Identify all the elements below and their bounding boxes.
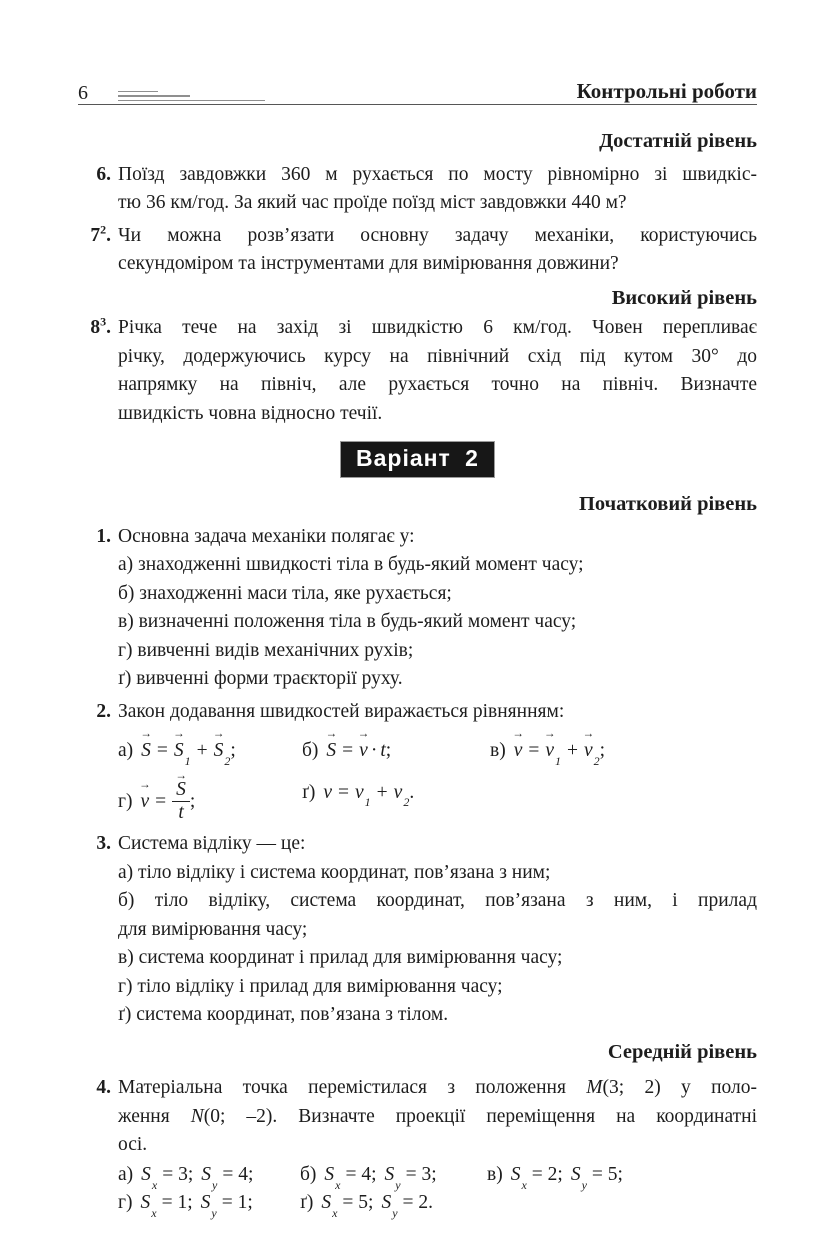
problem-1 xyxy=(78,523,757,694)
grid-spacer xyxy=(487,1189,757,1218)
subscript-x: x xyxy=(332,1206,338,1221)
statement-text: (3; 2) у поло- xyxy=(602,1077,757,1099)
page-header xyxy=(78,78,757,105)
problem-body xyxy=(118,161,757,218)
equals-sign: = xyxy=(342,740,354,761)
option-b xyxy=(300,1161,487,1190)
formula-b xyxy=(326,740,391,761)
projection-values xyxy=(141,1163,254,1192)
option-label: г) xyxy=(118,790,133,812)
subscript: 2 xyxy=(593,753,600,768)
problem-number xyxy=(78,698,118,827)
projection-values xyxy=(321,1192,434,1221)
problem-body xyxy=(118,523,757,694)
variable-S: S xyxy=(200,1192,211,1214)
number-text: 4. xyxy=(96,1077,111,1099)
fraction-numerator xyxy=(172,776,190,802)
variable-v2: v xyxy=(393,781,403,803)
number-text: 3. xyxy=(96,833,111,855)
problem-7 xyxy=(78,222,757,279)
semicolon: ; xyxy=(385,740,392,761)
option-ge: ґ) вивченні форми траєкторії руху. xyxy=(118,668,403,689)
number-text: 7 xyxy=(90,224,101,246)
subscript-x: x xyxy=(521,1177,527,1192)
equals-sign: = xyxy=(528,740,540,761)
problem-number xyxy=(78,161,118,218)
formula-v xyxy=(513,740,606,768)
formula-a xyxy=(141,740,236,768)
statement-text: (0; –2). Визначте проекції переміщення на координатні xyxy=(203,1105,757,1127)
option-ge xyxy=(300,1189,487,1221)
subscript-y: y xyxy=(211,1206,217,1221)
semicolon: ; xyxy=(189,790,196,812)
vector-S1: → S xyxy=(174,737,184,766)
value-y: = 2. xyxy=(402,1192,434,1214)
problem-body xyxy=(118,314,757,428)
value-x: = 1; xyxy=(161,1192,193,1214)
variable-t: t xyxy=(380,740,386,761)
semicolon: ; xyxy=(230,740,236,761)
grid-spacer xyxy=(490,770,757,827)
equals-sign: = xyxy=(338,781,349,803)
variable-S: S xyxy=(324,1163,335,1185)
page-number: 6 xyxy=(78,82,88,104)
projection-values xyxy=(140,1192,253,1221)
variable-S: S xyxy=(510,1163,521,1185)
fraction xyxy=(172,776,190,824)
problem-4 xyxy=(78,1074,757,1221)
variable-S: S xyxy=(321,1192,332,1214)
subscript: 2 xyxy=(403,795,410,810)
problem-number xyxy=(78,1074,118,1218)
plus-sign: + xyxy=(196,740,208,761)
subscript: 2 xyxy=(224,753,231,768)
problem-8 xyxy=(78,314,757,428)
vector-v2: → v xyxy=(584,737,593,766)
level-heading-middle: Середній рівень xyxy=(607,1040,757,1063)
vector-S: → S xyxy=(326,737,336,766)
text-line: Чи можна розв’язати основну задачу механіки, користуючись xyxy=(118,224,757,246)
vector-S: → S xyxy=(176,779,186,800)
option-g: г) вивченні видів механічних рухів; xyxy=(118,639,414,661)
text-line: Річка тече на захід зі швидкістю 6 км/год. Човен перепливає xyxy=(118,317,757,338)
variable-v: v xyxy=(323,781,332,803)
value-x: = 3; xyxy=(162,1163,194,1185)
problem-body xyxy=(118,222,757,279)
period: . xyxy=(409,781,415,803)
text-line: тю 36 км/год. За який час проїде поїзд міст завдовжки 440 м? xyxy=(118,192,627,213)
option-label: б) xyxy=(300,1163,317,1185)
projection-values xyxy=(324,1163,437,1192)
problem-body xyxy=(118,1074,757,1221)
option-a xyxy=(118,1161,300,1190)
text-line: напрямку на північ, але рухається точно на північ. Визначте xyxy=(118,374,757,395)
subscript-y: y xyxy=(395,1177,401,1192)
value-x: = 2; xyxy=(531,1163,563,1185)
level-heading-initial: Початковий рівень xyxy=(578,493,757,515)
subscript: 1 xyxy=(184,753,191,768)
value-x: = 5; xyxy=(342,1192,374,1214)
text-line: осі. xyxy=(118,1134,148,1156)
number-superscript: 2 xyxy=(100,222,107,236)
option-g xyxy=(118,770,302,827)
option-a xyxy=(118,728,302,766)
subscript: 1 xyxy=(555,753,562,768)
problem-number xyxy=(78,222,118,279)
option-v xyxy=(487,1161,757,1190)
option-g xyxy=(118,1189,300,1221)
option-b xyxy=(302,728,490,766)
option-a: а) знаходженні швидкості тіла в будь-який момент часу; xyxy=(118,554,584,575)
option-label: в) xyxy=(490,740,506,761)
projection-values xyxy=(510,1163,623,1192)
variable-S: S xyxy=(570,1163,581,1185)
option-v: в) визначенні положення тіла в будь-який момент часу; xyxy=(118,611,577,632)
plus-sign: + xyxy=(376,781,388,803)
vector-v: → v xyxy=(359,737,368,766)
header-decoration-lines xyxy=(118,91,265,103)
value-y: = 3; xyxy=(405,1163,437,1185)
option-v: в) система координат і прилад для вимірювання часу; xyxy=(118,947,563,969)
problem-statement: Система відліку — це: xyxy=(118,833,306,855)
variable-S: S xyxy=(381,1192,392,1214)
subscript-x: x xyxy=(151,1177,158,1192)
value-y: = 1; xyxy=(221,1192,253,1214)
plus-sign: + xyxy=(567,740,579,761)
text-line: секундоміром та інструментами для вимірювання довжини? xyxy=(118,253,619,274)
vector-v: → v xyxy=(141,788,150,817)
problem-2 xyxy=(78,698,757,827)
text-line: Поїзд завдовжки 360 м рухається по мосту рівномірно зі швидкіс- xyxy=(118,163,757,185)
variable-S: S xyxy=(384,1163,395,1185)
subscript-x: x xyxy=(335,1177,341,1192)
problem-body xyxy=(118,830,757,1030)
option-label: б) xyxy=(302,740,319,761)
vector-v1: → v xyxy=(545,737,554,766)
variable-S: S xyxy=(201,1163,212,1185)
option-ge: ґ) система координат, пов’язана з тілом. xyxy=(118,1004,449,1026)
subscript-y: y xyxy=(212,1177,218,1192)
option-label: ґ) xyxy=(300,1192,314,1214)
problem-6 xyxy=(78,161,757,218)
problem-number xyxy=(78,523,118,694)
variable-S: S xyxy=(140,1192,151,1214)
equals-sign: = xyxy=(155,790,167,812)
variable-S: S xyxy=(141,1163,151,1185)
point-M: M xyxy=(586,1077,603,1099)
vector-v: → v xyxy=(514,737,523,766)
option-b: б) знаходженні маси тіла, яке рухається; xyxy=(118,582,452,604)
value-x: = 4; xyxy=(345,1163,377,1185)
option-b-line1: б) тіло відліку, система координат, пов’язана з ним, і прилад xyxy=(118,890,757,912)
text-line: річку, додержуючись курсу на північний схід під кутом 30° до xyxy=(118,345,757,367)
vector-S: → S xyxy=(141,737,151,766)
number-dot: . xyxy=(106,317,111,338)
problem-statement: Закон додавання швидкостей виражається рівнянням: xyxy=(118,700,565,722)
option-label: а) xyxy=(118,1163,134,1185)
problem-body xyxy=(118,698,757,827)
number-text: 1. xyxy=(96,525,111,547)
problem-number xyxy=(78,830,118,1030)
point-N: N xyxy=(190,1105,204,1127)
formula-g xyxy=(140,778,196,823)
statement-text: Матеріальна точка перемістилася з положення xyxy=(118,1077,587,1099)
text-line xyxy=(118,1074,757,1103)
variant-label: Варіант 2 xyxy=(356,445,479,471)
subscript: 1 xyxy=(364,795,371,810)
level-heading-sufficient: Достатній рівень xyxy=(599,130,757,152)
option-ge xyxy=(302,770,490,827)
number-superscript: 3 xyxy=(100,314,107,329)
equals-sign: = xyxy=(156,740,168,761)
variant-2-header xyxy=(340,441,495,478)
problem-statement: Основна задача механіки полягає у: xyxy=(118,525,415,547)
option-b-line2: для вимірювання часу; xyxy=(118,918,308,940)
value-y: = 4; xyxy=(222,1163,254,1185)
semicolon: ; xyxy=(599,740,606,761)
statement-text: ження xyxy=(118,1105,191,1127)
option-label: в) xyxy=(487,1163,503,1185)
problem-3 xyxy=(78,830,757,1030)
option-label: ґ) xyxy=(302,781,316,803)
value-y: = 5; xyxy=(591,1163,623,1185)
fraction-denominator: t xyxy=(178,801,184,823)
answer-options-grid xyxy=(118,1161,757,1221)
subscript-y: y xyxy=(392,1206,398,1221)
option-label: г) xyxy=(118,1192,133,1214)
option-v xyxy=(490,728,757,766)
dot-operator: · xyxy=(370,740,378,761)
subscript-x: x xyxy=(151,1206,157,1221)
formula-options-grid xyxy=(118,728,757,826)
number-text: 6. xyxy=(96,163,111,185)
problem-number xyxy=(78,314,118,428)
number-text: 2. xyxy=(96,700,111,722)
running-title: Контрольні роботи xyxy=(576,79,757,103)
number-dot: . xyxy=(106,224,111,246)
vector-S2: → S xyxy=(214,737,224,766)
subscript-y: y xyxy=(581,1177,587,1192)
option-g: г) тіло відліку і прилад для вимірювання часу; xyxy=(118,975,503,997)
option-label: а) xyxy=(118,740,134,761)
text-line xyxy=(118,1103,757,1132)
level-heading-high: Високий рівень xyxy=(611,286,757,309)
variable-v1: v xyxy=(355,781,364,803)
number-text: 8 xyxy=(90,317,101,338)
option-a: а) тіло відліку і система координат, пов’язана з ним; xyxy=(118,861,551,883)
formula-ge xyxy=(323,781,415,810)
text-line: швидкість човна відносно течії. xyxy=(118,402,383,424)
